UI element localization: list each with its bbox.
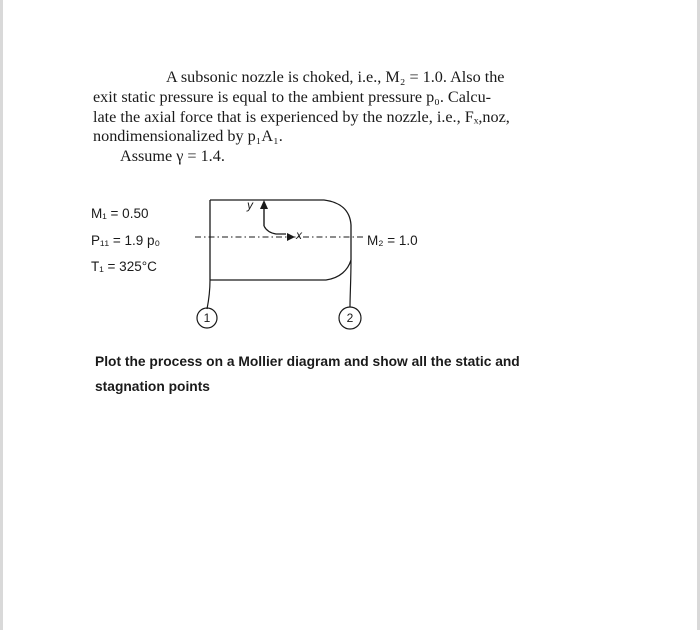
axis-corner bbox=[264, 226, 286, 234]
station-2-leader bbox=[350, 260, 351, 307]
task-line-1: Plot the process on a Mollier diagram and show all the static and bbox=[95, 354, 520, 369]
task-statement bbox=[95, 349, 565, 399]
problem-line-1: A subsonic nozzle is choked, i.e., M₂ = 1.0. Also the bbox=[166, 68, 505, 86]
y-axis-label: y bbox=[247, 198, 253, 212]
problem-line-4: nondimensionalized by p₁A₁. bbox=[93, 127, 283, 146]
given-pressure-1: P₁₁ = 1.9 p₀ bbox=[91, 233, 161, 248]
given-temperature-1: T₁ = 325°C bbox=[91, 259, 157, 274]
station-1-label: 1 bbox=[203, 311, 211, 325]
given-mach-2: M₂ = 1.0 bbox=[367, 233, 418, 248]
x-axis-label: x bbox=[296, 228, 302, 242]
x-axis-arrowhead bbox=[287, 233, 295, 241]
nozzle-lower-wall bbox=[210, 260, 351, 280]
problem-line-5: Assume γ = 1.4. bbox=[120, 147, 225, 166]
nozzle-upper-wall bbox=[210, 200, 351, 225]
left-border bbox=[0, 0, 3, 630]
station-1-leader bbox=[207, 280, 210, 309]
y-axis-arrowhead bbox=[260, 200, 268, 209]
given-mach-1: M₁ = 0.50 bbox=[91, 206, 149, 221]
problem-statement bbox=[93, 68, 555, 167]
task-line-2: stagnation points bbox=[95, 379, 210, 394]
station-2-label: 2 bbox=[346, 311, 354, 325]
problem-line-2: exit static pressure is equal to the ambient pressure p₀. Calcu- bbox=[93, 87, 492, 106]
problem-line-3: late the axial force that is experienced by the nozzle, i.e., Fₓ,noz, bbox=[93, 107, 510, 126]
